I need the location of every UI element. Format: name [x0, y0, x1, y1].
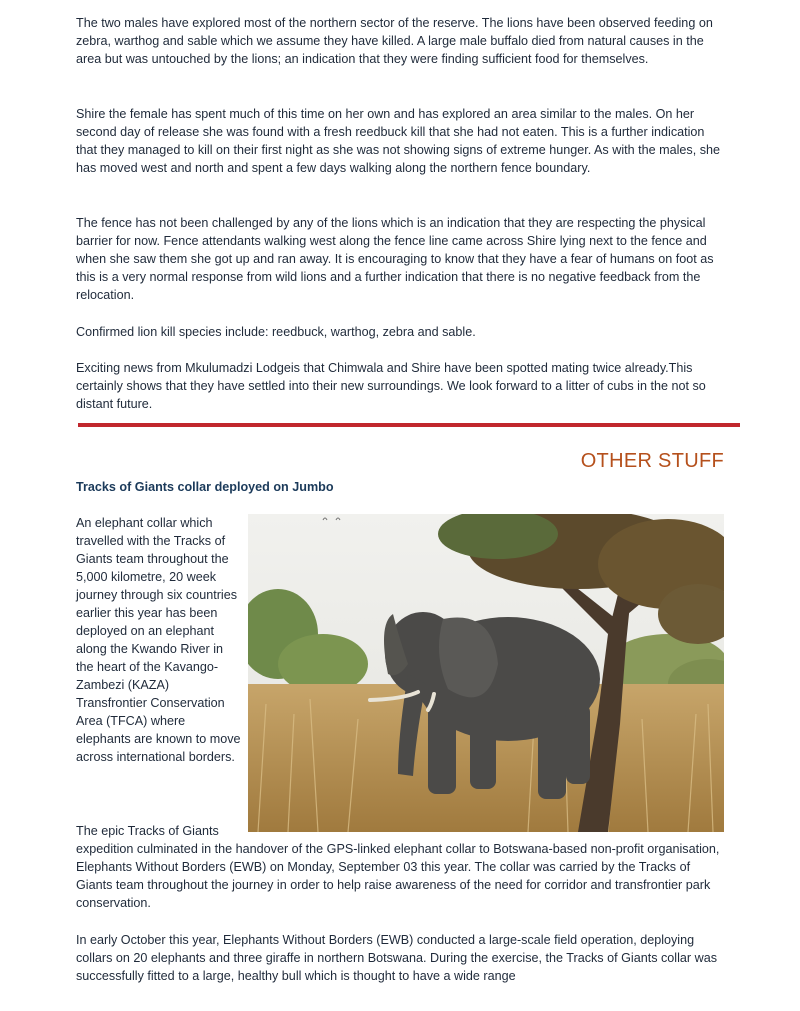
epic-paragraph-start: The epic Tracks of Giants — [76, 824, 219, 838]
paragraph-kill-species: Confirmed lion kill species include: reedbuck, warthog, zebra and sable. — [76, 325, 476, 339]
article-column-text: An elephant collar which travelled with the Tracks of Giants team throughout the 5,000 kilometre, 20 week journey through six countries earlier this year has been deployed on an elephant along the Kwando River in the heart of the Kavango-Zambezi (KAZA) Transfrontier Conservation Area (TFCA) where elephants are known to move across international borders. — [76, 516, 241, 764]
paragraph-october-operation: In early October this year, Elephants Without Borders (EWB) conducted a large-scale field operation, deploying collars on 20 elephants and three giraffe in northern Botswana. During the exercise, the Tracks of Giants collar was successfully fitted to a large, healthy bull which is thought to have a wide range — [76, 933, 717, 983]
paragraph-males: The two males have explored most of the northern sector of the reserve. The lions have been observed feeding on zebra, warthog and sable which we assume they have killed. A large male buffalo died from natural causes in the area but was untouched by the lions; an indication that they were finding sufficient food for themselves. — [76, 16, 713, 66]
paragraph-shire: Shire the female has spent much of this time on her own and has explored an area similar to the males. On her second day of release she was found with a fresh reedbuck kill that she had not eaten. This is a further indication that they managed to kill on their first night as she was not showing signs of extreme hunger. As with the males, she has moved west and north and spent a few days walking along the northern fence boundary. — [76, 107, 721, 175]
elephant-photo — [248, 514, 724, 832]
paragraph-mating-news: Exciting news from Mkulumadzi Lodgeis that Chimwala and Shire have been spotted mating twice already.This certainly shows that they have settled into their new surroundings. We look forward to a litter of cubs in the not so distant future. — [76, 361, 706, 411]
paragraph-fence: The fence has not been challenged by any of the lions which is an indication that they are respecting the physical barrier for now. Fence attendants walking west along the fence line came across Shire lying next to the fence and when she saw them she got up and ran away. It is encouraging to know that they have a fear of humans on foot as this is a very normal response from wild lions and a further indication that there is no negative feedback from the relocation. — [76, 216, 714, 302]
article-subheading: Tracks of Giants collar deployed on Jumbo — [76, 480, 334, 494]
section-divider — [78, 423, 740, 427]
epic-paragraph-rest: expedition culminated in the handover of the GPS-linked elephant collar to Botswana-based non-profit organisation, Elephants Without Borders (EWB) on Monday, September 03 this year. The collar was carried by the Tracks of Giants team throughout the journey in order to help raise awareness of the need for corridor and transfrontier park conservation. — [76, 842, 720, 910]
section-title: OTHER STUFF — [580, 450, 724, 472]
